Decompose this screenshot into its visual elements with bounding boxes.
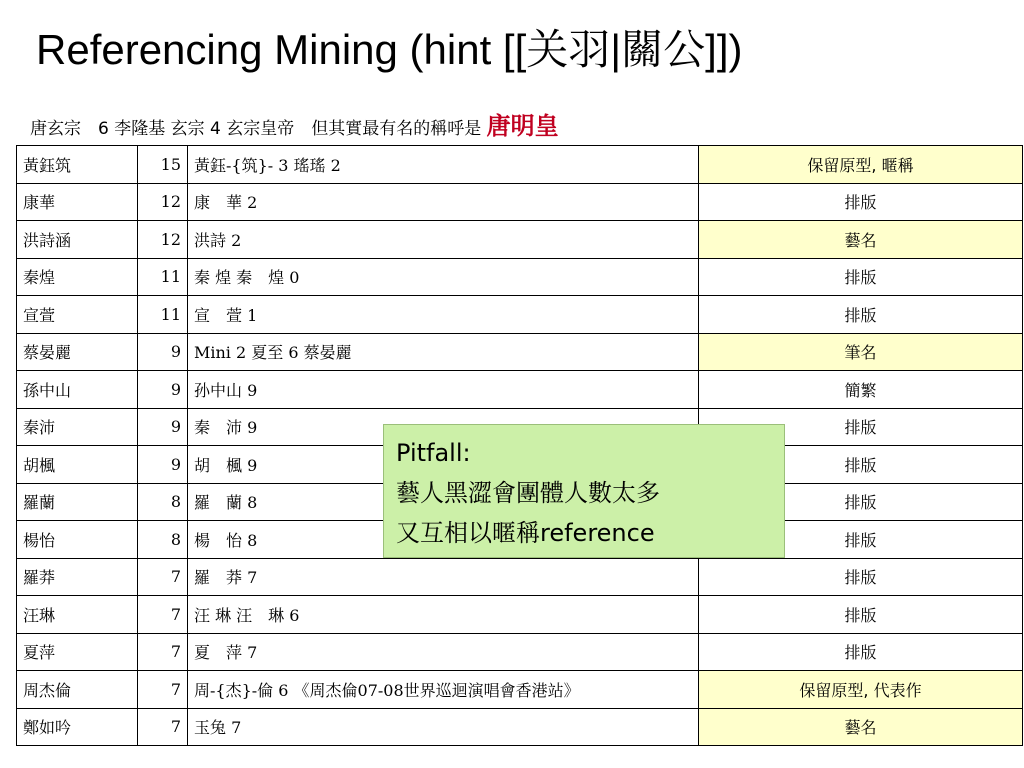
category-cell: 排版 [699,296,1023,334]
reference-cell: 胡 楓 9 [188,446,699,484]
reference-cell: 黃鈺-{筑}- 3 瑤瑤 2 [188,146,699,184]
reference-cell: 汪 琳 汪 琳 6 [188,596,699,634]
table-row [17,633,1023,671]
reference-cell: 秦 煌 秦 煌 0 [188,258,699,296]
table-row [17,708,1023,746]
category-cell: 保留原型, 代表作 [699,671,1023,709]
count-cell: 7 [138,633,188,671]
count-cell: 9 [138,333,188,371]
subtitle-line [30,112,559,143]
table-row [17,333,1023,371]
category-cell: 排版 [699,183,1023,221]
name-cell: 夏萍 [17,633,138,671]
category-cell: 排版 [699,596,1023,634]
name-cell: 孫中山 [17,371,138,409]
category-cell: 藝名 [699,221,1023,259]
table-row [17,258,1023,296]
category-cell: 藝名 [699,708,1023,746]
table-row [17,558,1023,596]
count-cell: 12 [138,183,188,221]
name-cell: 胡楓 [17,446,138,484]
reference-cell: Mini 2 夏至 6 蔡晏麗 [188,333,699,371]
count-cell: 9 [138,446,188,484]
callout-line-3: 又互相以暱稱reference [396,519,655,547]
count-cell: 7 [138,671,188,709]
reference-cell: 羅 蘭 8 [188,483,699,521]
count-cell: 7 [138,558,188,596]
name-cell: 楊怡 [17,521,138,559]
count-cell: 11 [138,296,188,334]
name-cell: 黃鈺筑 [17,146,138,184]
category-cell: 排版 [699,483,1023,521]
reference-cell: 羅 莽 7 [188,558,699,596]
slide-title: Referencing Mining (hint [[关羽|關公]]) [36,26,743,73]
count-cell: 7 [138,596,188,634]
reference-cell: 周-{杰}-倫 6 《周杰倫07-08世界巡迴演唱會香港站》 [188,671,699,709]
name-cell: 汪琳 [17,596,138,634]
table-row [17,183,1023,221]
category-cell: 排版 [699,633,1023,671]
count-cell: 9 [138,408,188,446]
table-row [17,296,1023,334]
count-cell: 7 [138,708,188,746]
count-cell: 8 [138,483,188,521]
reference-cell: 康 華 2 [188,183,699,221]
category-cell: 排版 [699,521,1023,559]
count-cell: 8 [138,521,188,559]
table-row [17,596,1023,634]
name-cell: 蔡晏麗 [17,333,138,371]
name-cell: 秦煌 [17,258,138,296]
subtitle-text: 唐玄宗 6 李隆基 玄宗 4 玄宗皇帝 但其實最有名的稱呼是 [30,119,487,139]
count-cell: 15 [138,146,188,184]
name-cell: 宣萱 [17,296,138,334]
reference-cell: 玉兔 7 [188,708,699,746]
subtitle-highlight: 唐明皇 [486,112,559,140]
category-cell: 排版 [699,558,1023,596]
category-cell: 簡繁 [699,371,1023,409]
name-cell: 羅蘭 [17,483,138,521]
reference-cell: 秦 沛 9 [188,408,699,446]
callout-line-2: 藝人黑澀會團體人數太多 [396,479,660,507]
table-row [17,371,1023,409]
name-cell: 秦沛 [17,408,138,446]
reference-cell: 洪詩 2 [188,221,699,259]
category-cell: 筆名 [699,333,1023,371]
count-cell: 11 [138,258,188,296]
table-row [17,221,1023,259]
reference-cell: 夏 萍 7 [188,633,699,671]
name-cell: 羅莽 [17,558,138,596]
callout-line-1: Pitfall: [396,439,471,467]
table-row [17,671,1023,709]
category-cell: 保留原型, 暱稱 [699,146,1023,184]
name-cell: 周杰倫 [17,671,138,709]
pitfall-callout [383,424,785,558]
name-cell: 洪詩涵 [17,221,138,259]
reference-cell: 宣 萱 1 [188,296,699,334]
category-cell: 排版 [699,258,1023,296]
table-row [17,146,1023,184]
count-cell: 9 [138,371,188,409]
reference-cell: 楊 怡 8 [188,521,699,559]
category-cell: 排版 [699,408,1023,446]
name-cell: 康華 [17,183,138,221]
name-cell: 鄭如吟 [17,708,138,746]
reference-cell: 孙中山 9 [188,371,699,409]
category-cell: 排版 [699,446,1023,484]
count-cell: 12 [138,221,188,259]
